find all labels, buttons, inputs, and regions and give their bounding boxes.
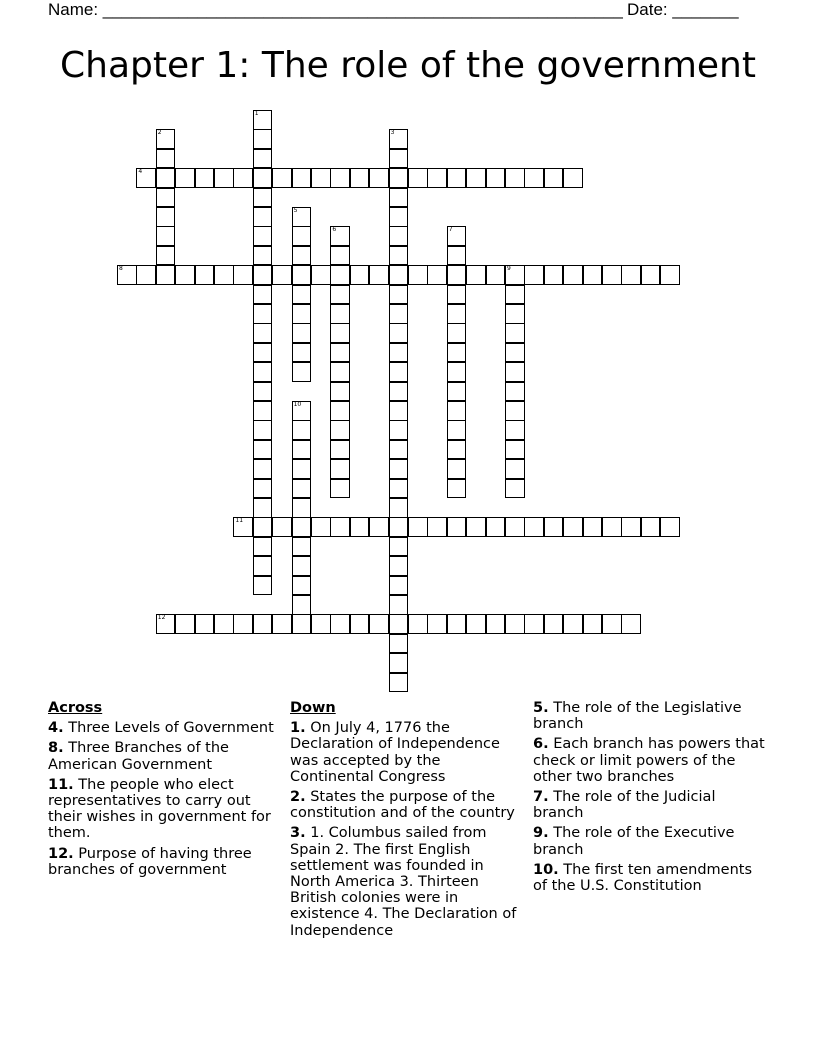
grid-cell[interactable] (214, 265, 234, 285)
grid-cell[interactable] (292, 595, 312, 615)
clue-number: 8 (119, 265, 123, 273)
clue-item-number: 9. (533, 825, 549, 842)
grid-cell[interactable] (505, 343, 525, 363)
grid-cell[interactable] (253, 517, 273, 537)
clue-item-text: Three Levels of Government (63, 720, 274, 737)
clue-item-number: 6. (533, 736, 549, 753)
clue-item-text: The role of the Legislative branch (533, 700, 742, 733)
grid-cell[interactable] (505, 614, 525, 634)
grid-cell[interactable] (330, 323, 350, 343)
clue-item (48, 740, 284, 772)
grid-cell[interactable] (253, 246, 273, 266)
clue-item-text: The people who elect representatives to carry out their wishes in government for them. (48, 776, 271, 842)
grid-cell[interactable] (447, 420, 467, 440)
clue-item-number: 11. (48, 776, 74, 793)
grid-cell[interactable] (486, 517, 506, 537)
down-heading: Down (290, 700, 336, 716)
grid-cell[interactable] (292, 226, 312, 246)
grid-cell[interactable] (427, 614, 447, 634)
grid-cell[interactable] (505, 304, 525, 324)
clue-number: 4 (138, 168, 143, 176)
grid-cell[interactable] (253, 459, 273, 479)
grid-cell[interactable] (544, 614, 564, 634)
grid-cell[interactable] (330, 343, 350, 363)
grid-cell[interactable] (641, 265, 661, 285)
grid-cell[interactable] (466, 168, 486, 188)
grid-cell[interactable] (330, 479, 350, 499)
grid-cell[interactable] (292, 207, 312, 227)
grid-cell[interactable] (330, 420, 350, 440)
grid-cell[interactable] (233, 265, 253, 285)
grid-cell[interactable] (253, 323, 273, 343)
grid-cell[interactable] (389, 673, 409, 693)
grid-cell[interactable] (292, 246, 312, 266)
grid-cell[interactable] (602, 614, 622, 634)
grid-cell[interactable] (292, 498, 312, 518)
grid-cell[interactable] (505, 168, 525, 188)
clue-item (533, 700, 769, 732)
grid-cell[interactable] (447, 382, 467, 402)
grid-cell[interactable] (253, 265, 273, 285)
grid-cell[interactable] (330, 226, 350, 246)
grid-cell[interactable] (195, 614, 215, 634)
grid-cell[interactable] (253, 614, 273, 634)
grid-cell[interactable] (311, 168, 331, 188)
grid-cell[interactable] (389, 440, 409, 460)
grid-cell[interactable] (233, 517, 253, 537)
grid-cell[interactable] (563, 168, 583, 188)
clue-item (48, 777, 284, 842)
grid-cell[interactable] (389, 459, 409, 479)
grid-cell[interactable] (389, 168, 409, 188)
grid-cell[interactable] (195, 168, 215, 188)
grid-cell[interactable] (156, 246, 176, 266)
grid-cell[interactable] (524, 517, 544, 537)
grid-cell[interactable] (350, 517, 370, 537)
grid-cell[interactable] (389, 382, 409, 402)
grid-cell[interactable] (156, 149, 176, 169)
grid-cell[interactable] (389, 343, 409, 363)
grid-cell[interactable] (447, 323, 467, 343)
grid-cell[interactable] (292, 265, 312, 285)
grid-cell[interactable] (369, 517, 389, 537)
clue-item (533, 825, 769, 857)
grid-cell[interactable] (505, 517, 525, 537)
grid-cell[interactable] (563, 614, 583, 634)
grid-cell[interactable] (272, 517, 292, 537)
grid-cell[interactable] (389, 323, 409, 343)
grid-cell[interactable] (466, 265, 486, 285)
grid-cell[interactable] (292, 576, 312, 596)
clue-number: 9 (507, 265, 511, 273)
grid-cell[interactable] (544, 168, 564, 188)
clue-number: 3 (390, 129, 395, 137)
clue-number: 1 (254, 110, 259, 117)
grid-cell[interactable] (253, 149, 273, 169)
grid-cell[interactable] (389, 207, 409, 227)
clue-item (290, 720, 528, 785)
grid-cell[interactable] (136, 265, 156, 285)
grid-cell[interactable] (544, 517, 564, 537)
grid-cell[interactable] (253, 343, 273, 363)
grid-cell[interactable] (389, 420, 409, 440)
grid-cell[interactable] (563, 517, 583, 537)
grid-cell[interactable] (447, 226, 467, 246)
grid-cell[interactable] (292, 614, 312, 634)
grid-cell[interactable] (389, 265, 409, 285)
grid-cell[interactable] (389, 576, 409, 596)
grid-cell[interactable] (583, 614, 603, 634)
grid-cell[interactable] (621, 265, 641, 285)
grid-cell[interactable] (253, 188, 273, 208)
grid-cell[interactable] (272, 265, 292, 285)
grid-cell[interactable] (389, 285, 409, 305)
clue-item (533, 862, 769, 894)
grid-cell[interactable] (117, 265, 137, 285)
grid-cell[interactable] (292, 323, 312, 343)
grid-cell[interactable] (253, 401, 273, 421)
grid-cell[interactable] (389, 304, 409, 324)
grid-cell[interactable] (369, 614, 389, 634)
grid-cell[interactable] (156, 188, 176, 208)
grid-cell[interactable] (233, 168, 253, 188)
grid-cell[interactable] (292, 556, 312, 576)
grid-cell[interactable] (311, 265, 331, 285)
clue-item-text: States the purpose of the constitution and of the country (290, 789, 515, 822)
clue-number: 5 (293, 207, 298, 214)
grid-cell[interactable] (330, 517, 350, 537)
grid-cell[interactable] (253, 498, 273, 518)
clue-item (533, 789, 769, 821)
clue-item (48, 720, 284, 736)
across-heading: Across (48, 700, 103, 716)
grid-cell[interactable] (175, 614, 195, 634)
grid-cell[interactable] (447, 440, 467, 460)
grid-cell[interactable] (447, 614, 467, 634)
grid-cell[interactable] (272, 168, 292, 188)
grid-cell[interactable] (524, 614, 544, 634)
grid-cell[interactable] (524, 265, 544, 285)
grid-cell[interactable] (447, 459, 467, 479)
clue-item-number: 3. (290, 825, 306, 842)
clue-number: 6 (332, 226, 337, 234)
grid-cell[interactable] (389, 401, 409, 421)
clue-number: 2 (157, 129, 162, 137)
grid-cell[interactable] (292, 459, 312, 479)
grid-cell[interactable] (389, 246, 409, 266)
clue-number: 10 (293, 401, 302, 408)
grid-cell[interactable] (389, 614, 409, 634)
grid-cell[interactable] (292, 440, 312, 460)
grid-cell[interactable] (156, 168, 176, 188)
grid-cell[interactable] (156, 226, 176, 246)
grid-cell[interactable] (447, 343, 467, 363)
grid-cell[interactable] (389, 479, 409, 499)
grid-cell[interactable] (447, 168, 467, 188)
grid-cell[interactable] (447, 401, 467, 421)
grid-cell[interactable] (330, 304, 350, 324)
clue-item-text: The first ten amendments of the U.S. Constitution (533, 861, 753, 895)
grid-cell[interactable] (408, 168, 428, 188)
grid-cell[interactable] (408, 265, 428, 285)
clue-item-number: 8. (48, 740, 64, 757)
down-clue-list (290, 720, 528, 939)
grid-cell[interactable] (427, 168, 447, 188)
grid-cell[interactable] (660, 517, 680, 537)
down-clue-list-continued (533, 700, 769, 894)
grid-cell[interactable] (369, 168, 389, 188)
grid-cell[interactable] (292, 168, 312, 188)
clue-item-number: 1. (290, 720, 306, 737)
grid-cell[interactable] (389, 149, 409, 169)
grid-cell[interactable] (330, 285, 350, 305)
grid-cell[interactable] (253, 537, 273, 557)
grid-cell[interactable] (175, 168, 195, 188)
grid-cell[interactable] (292, 479, 312, 499)
grid-cell[interactable] (330, 401, 350, 421)
grid-cell[interactable] (505, 265, 525, 285)
grid-cell[interactable] (505, 382, 525, 402)
grid-cell[interactable] (253, 168, 273, 188)
grid-cell[interactable] (175, 265, 195, 285)
clue-item-text: The role of the Executive branch (533, 825, 735, 858)
grid-cell[interactable] (253, 420, 273, 440)
clue-item-number: 10. (533, 861, 559, 878)
grid-cell[interactable] (389, 556, 409, 576)
grid-cell[interactable] (505, 479, 525, 499)
grid-cell[interactable] (621, 517, 641, 537)
across-clues (48, 700, 284, 882)
grid-cell[interactable] (447, 362, 467, 382)
clue-item-text: Each branch has powers that check or limit powers of the other two branches (533, 736, 765, 785)
grid-cell[interactable] (156, 614, 176, 634)
grid-cell[interactable] (660, 265, 680, 285)
grid-cell[interactable] (253, 304, 273, 324)
clue-item-number: 4. (48, 720, 64, 737)
grid-cell[interactable] (233, 614, 253, 634)
grid-cell[interactable] (350, 614, 370, 634)
clue-item-text: On July 4, 1776 the Declaration of Independence was accepted by the Continental Congress (290, 720, 500, 785)
grid-cell[interactable] (369, 265, 389, 285)
grid-cell[interactable] (583, 517, 603, 537)
grid-cell[interactable] (272, 614, 292, 634)
clue-number: 11 (235, 517, 244, 525)
grid-cell[interactable] (253, 479, 273, 499)
grid-cell[interactable] (524, 168, 544, 188)
grid-cell[interactable] (330, 265, 350, 285)
grid-cell[interactable] (544, 265, 564, 285)
grid-cell[interactable] (389, 634, 409, 654)
grid-cell[interactable] (253, 382, 273, 402)
grid-cell[interactable] (311, 517, 331, 537)
down-clues (290, 700, 528, 943)
clue-number: 7 (448, 226, 453, 234)
grid-cell[interactable] (330, 459, 350, 479)
grid-cell[interactable] (447, 285, 467, 305)
grid-cell[interactable] (486, 265, 506, 285)
grid-cell[interactable] (505, 323, 525, 343)
grid-cell[interactable] (156, 129, 176, 149)
grid-cell[interactable] (447, 304, 467, 324)
grid-cell[interactable] (505, 285, 525, 305)
grid-cell[interactable] (292, 420, 312, 440)
grid-cell[interactable] (621, 614, 641, 634)
grid-cell[interactable] (505, 440, 525, 460)
grid-cell[interactable] (486, 168, 506, 188)
clue-number: 12 (157, 614, 166, 622)
grid-cell[interactable] (330, 614, 350, 634)
clue-item-number: 12. (48, 845, 74, 862)
grid-cell[interactable] (214, 614, 234, 634)
grid-cell[interactable] (330, 168, 350, 188)
grid-cell[interactable] (389, 498, 409, 518)
page-title: Chapter 1: The role of the government (59, 45, 756, 86)
grid-cell[interactable] (253, 362, 273, 382)
clue-item-number: 2. (290, 789, 306, 806)
grid-cell[interactable] (447, 479, 467, 499)
grid-cell[interactable] (641, 517, 661, 537)
grid-cell[interactable] (408, 517, 428, 537)
grid-cell[interactable] (427, 517, 447, 537)
grid-cell[interactable] (253, 285, 273, 305)
grid-cell[interactable] (505, 401, 525, 421)
grid-cell[interactable] (389, 188, 409, 208)
grid-cell[interactable] (253, 226, 273, 246)
grid-cell[interactable] (505, 420, 525, 440)
grid-cell[interactable] (292, 362, 312, 382)
grid-cell[interactable] (156, 265, 176, 285)
grid-cell[interactable] (602, 265, 622, 285)
grid-cell[interactable] (330, 362, 350, 382)
clue-item (48, 846, 284, 878)
grid-cell[interactable] (447, 517, 467, 537)
clue-item-text: Purpose of having three branches of government (48, 845, 252, 878)
grid-cell[interactable] (195, 265, 215, 285)
grid-cell[interactable] (389, 517, 409, 537)
clue-item-text: The role of the Judicial branch (533, 789, 716, 822)
across-clue-list (48, 720, 284, 878)
grid-cell[interactable] (311, 614, 331, 634)
clue-item (533, 736, 769, 785)
grid-cell[interactable] (253, 556, 273, 576)
grid-cell[interactable] (389, 362, 409, 382)
clue-item (290, 825, 528, 938)
grid-cell[interactable] (350, 265, 370, 285)
grid-cell[interactable] (466, 614, 486, 634)
clue-item-number: 5. (533, 700, 549, 716)
grid-cell[interactable] (156, 207, 176, 227)
clue-item-text: 1. Columbus sailed from Spain 2. The first English settlement was founded in North America 3. Thirteen British colonies were in existence 4. The Declaration of Independence (290, 825, 517, 939)
clue-item (290, 789, 528, 821)
grid-cell[interactable] (292, 285, 312, 305)
grid-cell[interactable] (214, 168, 234, 188)
grid-cell[interactable] (292, 517, 312, 537)
grid-cell[interactable] (253, 129, 273, 149)
grid-cell[interactable] (466, 517, 486, 537)
clue-item-number: 7. (533, 789, 549, 806)
grid-cell[interactable] (330, 246, 350, 266)
grid-cell[interactable] (253, 110, 273, 130)
grid-cell[interactable] (389, 129, 409, 149)
grid-cell[interactable] (447, 265, 467, 285)
grid-cell[interactable] (447, 246, 467, 266)
clue-item-text: Three Branches of the American Government (48, 740, 229, 773)
name-label: Name: _______________________________________________________ (48, 0, 623, 19)
grid-cell[interactable] (563, 265, 583, 285)
grid-cell[interactable] (427, 265, 447, 285)
grid-cell[interactable] (389, 653, 409, 673)
grid-cell[interactable] (583, 265, 603, 285)
grid-cell[interactable] (486, 614, 506, 634)
grid-cell[interactable] (408, 614, 428, 634)
grid-cell[interactable] (505, 362, 525, 382)
grid-cell[interactable] (330, 382, 350, 402)
grid-cell[interactable] (253, 576, 273, 596)
grid-cell[interactable] (602, 517, 622, 537)
grid-cell[interactable] (292, 304, 312, 324)
grid-cell[interactable] (253, 207, 273, 227)
grid-cell[interactable] (389, 537, 409, 557)
grid-cell[interactable] (389, 595, 409, 615)
grid-cell[interactable] (330, 440, 350, 460)
grid-cell[interactable] (136, 168, 156, 188)
grid-cell[interactable] (292, 401, 312, 421)
grid-cell[interactable] (350, 168, 370, 188)
grid-cell[interactable] (292, 343, 312, 363)
date-label: Date: _______ (627, 0, 739, 19)
grid-cell[interactable] (253, 440, 273, 460)
grid-cell[interactable] (505, 459, 525, 479)
down-clues-continued (533, 700, 769, 898)
grid-cell[interactable] (389, 226, 409, 246)
grid-cell[interactable] (292, 537, 312, 557)
